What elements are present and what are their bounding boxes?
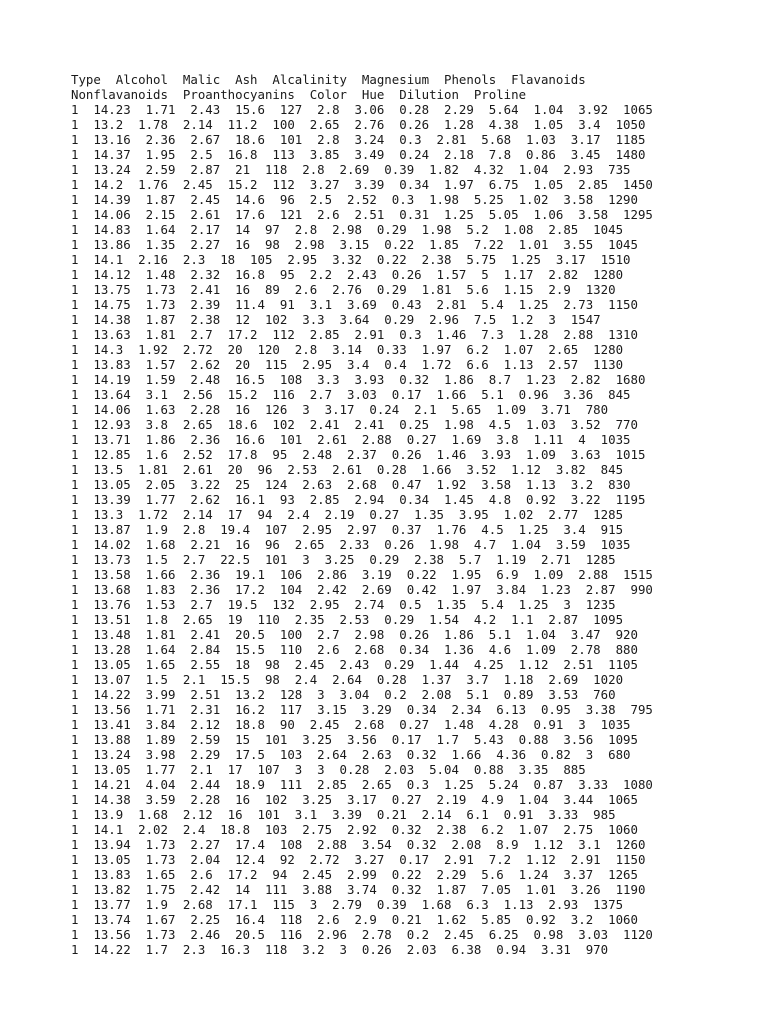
data-row: 1 13.05 1.65 2.55 18 98 2.45 2.43 0.29 1.44 4.25 1.12 2.51 1105: [71, 657, 638, 672]
data-row: 1 13.9 1.68 2.12 16 101 3.1 3.39 0.21 2.14 6.1 0.91 3.33 985: [71, 807, 616, 822]
data-rows: [71, 102, 761, 957]
data-row: 1 14.1 2.02 2.4 18.8 103 2.75 2.92 0.32 2.38 6.2 1.07 2.75 1060: [71, 822, 638, 837]
data-row: 1 13.77 1.9 2.68 17.1 115 3 2.79 0.39 1.68 6.3 1.13 2.93 1375: [71, 897, 624, 912]
data-row: 1 12.93 3.8 2.65 18.6 102 2.41 2.41 0.25 1.98 4.5 1.03 3.52 770: [71, 417, 638, 432]
data-row: 1 13.5 1.81 2.61 20 96 2.53 2.61 0.28 1.66 3.52 1.12 3.82 845: [71, 462, 624, 477]
data-row: 1 13.24 2.59 2.87 21 118 2.8 2.69 0.39 1.82 4.32 1.04 2.93 735: [71, 162, 631, 177]
data-row: 1 13.75 1.73 2.41 16 89 2.6 2.76 0.29 1.81 5.6 1.15 2.9 1320: [71, 282, 616, 297]
data-row: 1 14.83 1.64 2.17 14 97 2.8 2.98 0.29 1.98 5.2 1.08 2.85 1045: [71, 222, 624, 237]
data-row: 1 14.19 1.59 2.48 16.5 108 3.3 3.93 0.32 1.86 8.7 1.23 2.82 1680: [71, 372, 646, 387]
column-header: [71, 72, 761, 102]
data-row: 1 13.64 3.1 2.56 15.2 116 2.7 3.03 0.17 1.66 5.1 0.96 3.36 845: [71, 387, 631, 402]
header-line: Nonflavanoids Proanthocyanins Color Hue Dilution Proline: [71, 87, 527, 102]
data-row: 1 13.2 1.78 2.14 11.2 100 2.65 2.76 0.26 1.28 4.38 1.05 3.4 1050: [71, 117, 646, 132]
data-row: 1 14.38 3.59 2.28 16 102 3.25 3.17 0.27 2.19 4.9 1.04 3.44 1065: [71, 792, 638, 807]
data-row: 1 13.41 3.84 2.12 18.8 90 2.45 2.68 0.27 1.48 4.28 0.91 3 1035: [71, 717, 631, 732]
document-page: [71, 72, 761, 957]
data-row: 1 14.22 3.99 2.51 13.2 128 3 3.04 0.2 2.08 5.1 0.89 3.53 760: [71, 687, 616, 702]
data-row: 1 13.48 1.81 2.41 20.5 100 2.7 2.98 0.26 1.86 5.1 1.04 3.47 920: [71, 627, 638, 642]
data-row: 1 13.68 1.83 2.36 17.2 104 2.42 2.69 0.42 1.97 3.84 1.23 2.87 990: [71, 582, 653, 597]
data-row: 1 13.24 3.98 2.29 17.5 103 2.64 2.63 0.32 1.66 4.36 0.82 3 680: [71, 747, 631, 762]
data-row: 1 13.05 1.73 2.04 12.4 92 2.72 3.27 0.17 2.91 7.2 1.12 2.91 1150: [71, 852, 646, 867]
data-row: 1 13.39 1.77 2.62 16.1 93 2.85 2.94 0.34 1.45 4.8 0.92 3.22 1195: [71, 492, 646, 507]
data-row: 1 13.88 1.89 2.59 15 101 3.25 3.56 0.17 1.7 5.43 0.88 3.56 1095: [71, 732, 638, 747]
data-row: 1 13.94 1.73 2.27 17.4 108 2.88 3.54 0.32 2.08 8.9 1.12 3.1 1260: [71, 837, 646, 852]
data-row: 1 14.02 1.68 2.21 16 96 2.65 2.33 0.26 1.98 4.7 1.04 3.59 1035: [71, 537, 631, 552]
data-row: 1 14.06 2.15 2.61 17.6 121 2.6 2.51 0.31 1.25 5.05 1.06 3.58 1295: [71, 207, 653, 222]
data-row: 1 14.37 1.95 2.5 16.8 113 3.85 3.49 0.24 2.18 7.8 0.86 3.45 1480: [71, 147, 646, 162]
data-row: 1 14.23 1.71 2.43 15.6 127 2.8 3.06 0.28 2.29 5.64 1.04 3.92 1065: [71, 102, 653, 117]
data-row: 1 13.63 1.81 2.7 17.2 112 2.85 2.91 0.3 1.46 7.3 1.28 2.88 1310: [71, 327, 638, 342]
data-row: 1 13.3 1.72 2.14 17 94 2.4 2.19 0.27 1.35 3.95 1.02 2.77 1285: [71, 507, 624, 522]
data-row: 1 13.83 1.57 2.62 20 115 2.95 3.4 0.4 1.72 6.6 1.13 2.57 1130: [71, 357, 624, 372]
data-row: 1 13.76 1.53 2.7 19.5 132 2.95 2.74 0.5 1.35 5.4 1.25 3 1235: [71, 597, 616, 612]
data-row: 1 13.74 1.67 2.25 16.4 118 2.6 2.9 0.21 1.62 5.85 0.92 3.2 1060: [71, 912, 638, 927]
data-row: 1 13.86 1.35 2.27 16 98 2.98 3.15 0.22 1.85 7.22 1.01 3.55 1045: [71, 237, 638, 252]
data-row: 1 13.05 2.05 3.22 25 124 2.63 2.68 0.47 1.92 3.58 1.13 3.2 830: [71, 477, 631, 492]
data-row: 1 13.56 1.73 2.46 20.5 116 2.96 2.78 0.2 2.45 6.25 0.98 3.03 1120: [71, 927, 653, 942]
data-row: 1 14.06 1.63 2.28 16 126 3 3.17 0.24 2.1 5.65 1.09 3.71 780: [71, 402, 609, 417]
data-row: 1 14.12 1.48 2.32 16.8 95 2.2 2.43 0.26 1.57 5 1.17 2.82 1280: [71, 267, 624, 282]
data-row: 1 14.2 1.76 2.45 15.2 112 3.27 3.39 0.34 1.97 6.75 1.05 2.85 1450: [71, 177, 653, 192]
data-row: 1 14.1 2.16 2.3 18 105 2.95 3.32 0.22 2.38 5.75 1.25 3.17 1510: [71, 252, 631, 267]
data-row: 1 13.71 1.86 2.36 16.6 101 2.61 2.88 0.27 1.69 3.8 1.11 4 1035: [71, 432, 631, 447]
data-row: 1 13.73 1.5 2.7 22.5 101 3 3.25 0.29 2.38 5.7 1.19 2.71 1285: [71, 552, 616, 567]
data-row: 1 12.85 1.6 2.52 17.8 95 2.48 2.37 0.26 1.46 3.93 1.09 3.63 1015: [71, 447, 646, 462]
data-row: 1 14.75 1.73 2.39 11.4 91 3.1 3.69 0.43 2.81 5.4 1.25 2.73 1150: [71, 297, 638, 312]
data-row: 1 13.82 1.75 2.42 14 111 3.88 3.74 0.32 1.87 7.05 1.01 3.26 1190: [71, 882, 646, 897]
data-row: 1 14.21 4.04 2.44 18.9 111 2.85 2.65 0.3 1.25 5.24 0.87 3.33 1080: [71, 777, 653, 792]
data-row: 1 13.58 1.66 2.36 19.1 106 2.86 3.19 0.22 1.95 6.9 1.09 2.88 1515: [71, 567, 653, 582]
data-row: 1 13.87 1.9 2.8 19.4 107 2.95 2.97 0.37 1.76 4.5 1.25 3.4 915: [71, 522, 624, 537]
data-row: 1 14.3 1.92 2.72 20 120 2.8 3.14 0.33 1.97 6.2 1.07 2.65 1280: [71, 342, 624, 357]
data-row: 1 14.38 1.87 2.38 12 102 3.3 3.64 0.29 2.96 7.5 1.2 3 1547: [71, 312, 601, 327]
data-row: 1 13.16 2.36 2.67 18.6 101 2.8 3.24 0.3 2.81 5.68 1.03 3.17 1185: [71, 132, 646, 147]
data-row: 1 13.56 1.71 2.31 16.2 117 3.15 3.29 0.34 2.34 6.13 0.95 3.38 795: [71, 702, 653, 717]
data-row: 1 14.22 1.7 2.3 16.3 118 3.2 3 0.26 2.03 6.38 0.94 3.31 970: [71, 942, 609, 957]
header-line: Type Alcohol Malic Ash Alcalinity Magnesium Phenols Flavanoids: [71, 72, 586, 87]
data-row: 1 13.07 1.5 2.1 15.5 98 2.4 2.64 0.28 1.37 3.7 1.18 2.69 1020: [71, 672, 624, 687]
data-row: 1 13.83 1.65 2.6 17.2 94 2.45 2.99 0.22 2.29 5.6 1.24 3.37 1265: [71, 867, 638, 882]
data-row: 1 13.51 1.8 2.65 19 110 2.35 2.53 0.29 1.54 4.2 1.1 2.87 1095: [71, 612, 624, 627]
data-row: 1 14.39 1.87 2.45 14.6 96 2.5 2.52 0.3 1.98 5.25 1.02 3.58 1290: [71, 192, 638, 207]
data-row: 1 13.28 1.64 2.84 15.5 110 2.6 2.68 0.34 1.36 4.6 1.09 2.78 880: [71, 642, 638, 657]
data-row: 1 13.05 1.77 2.1 17 107 3 3 0.28 2.03 5.04 0.88 3.35 885: [71, 762, 586, 777]
